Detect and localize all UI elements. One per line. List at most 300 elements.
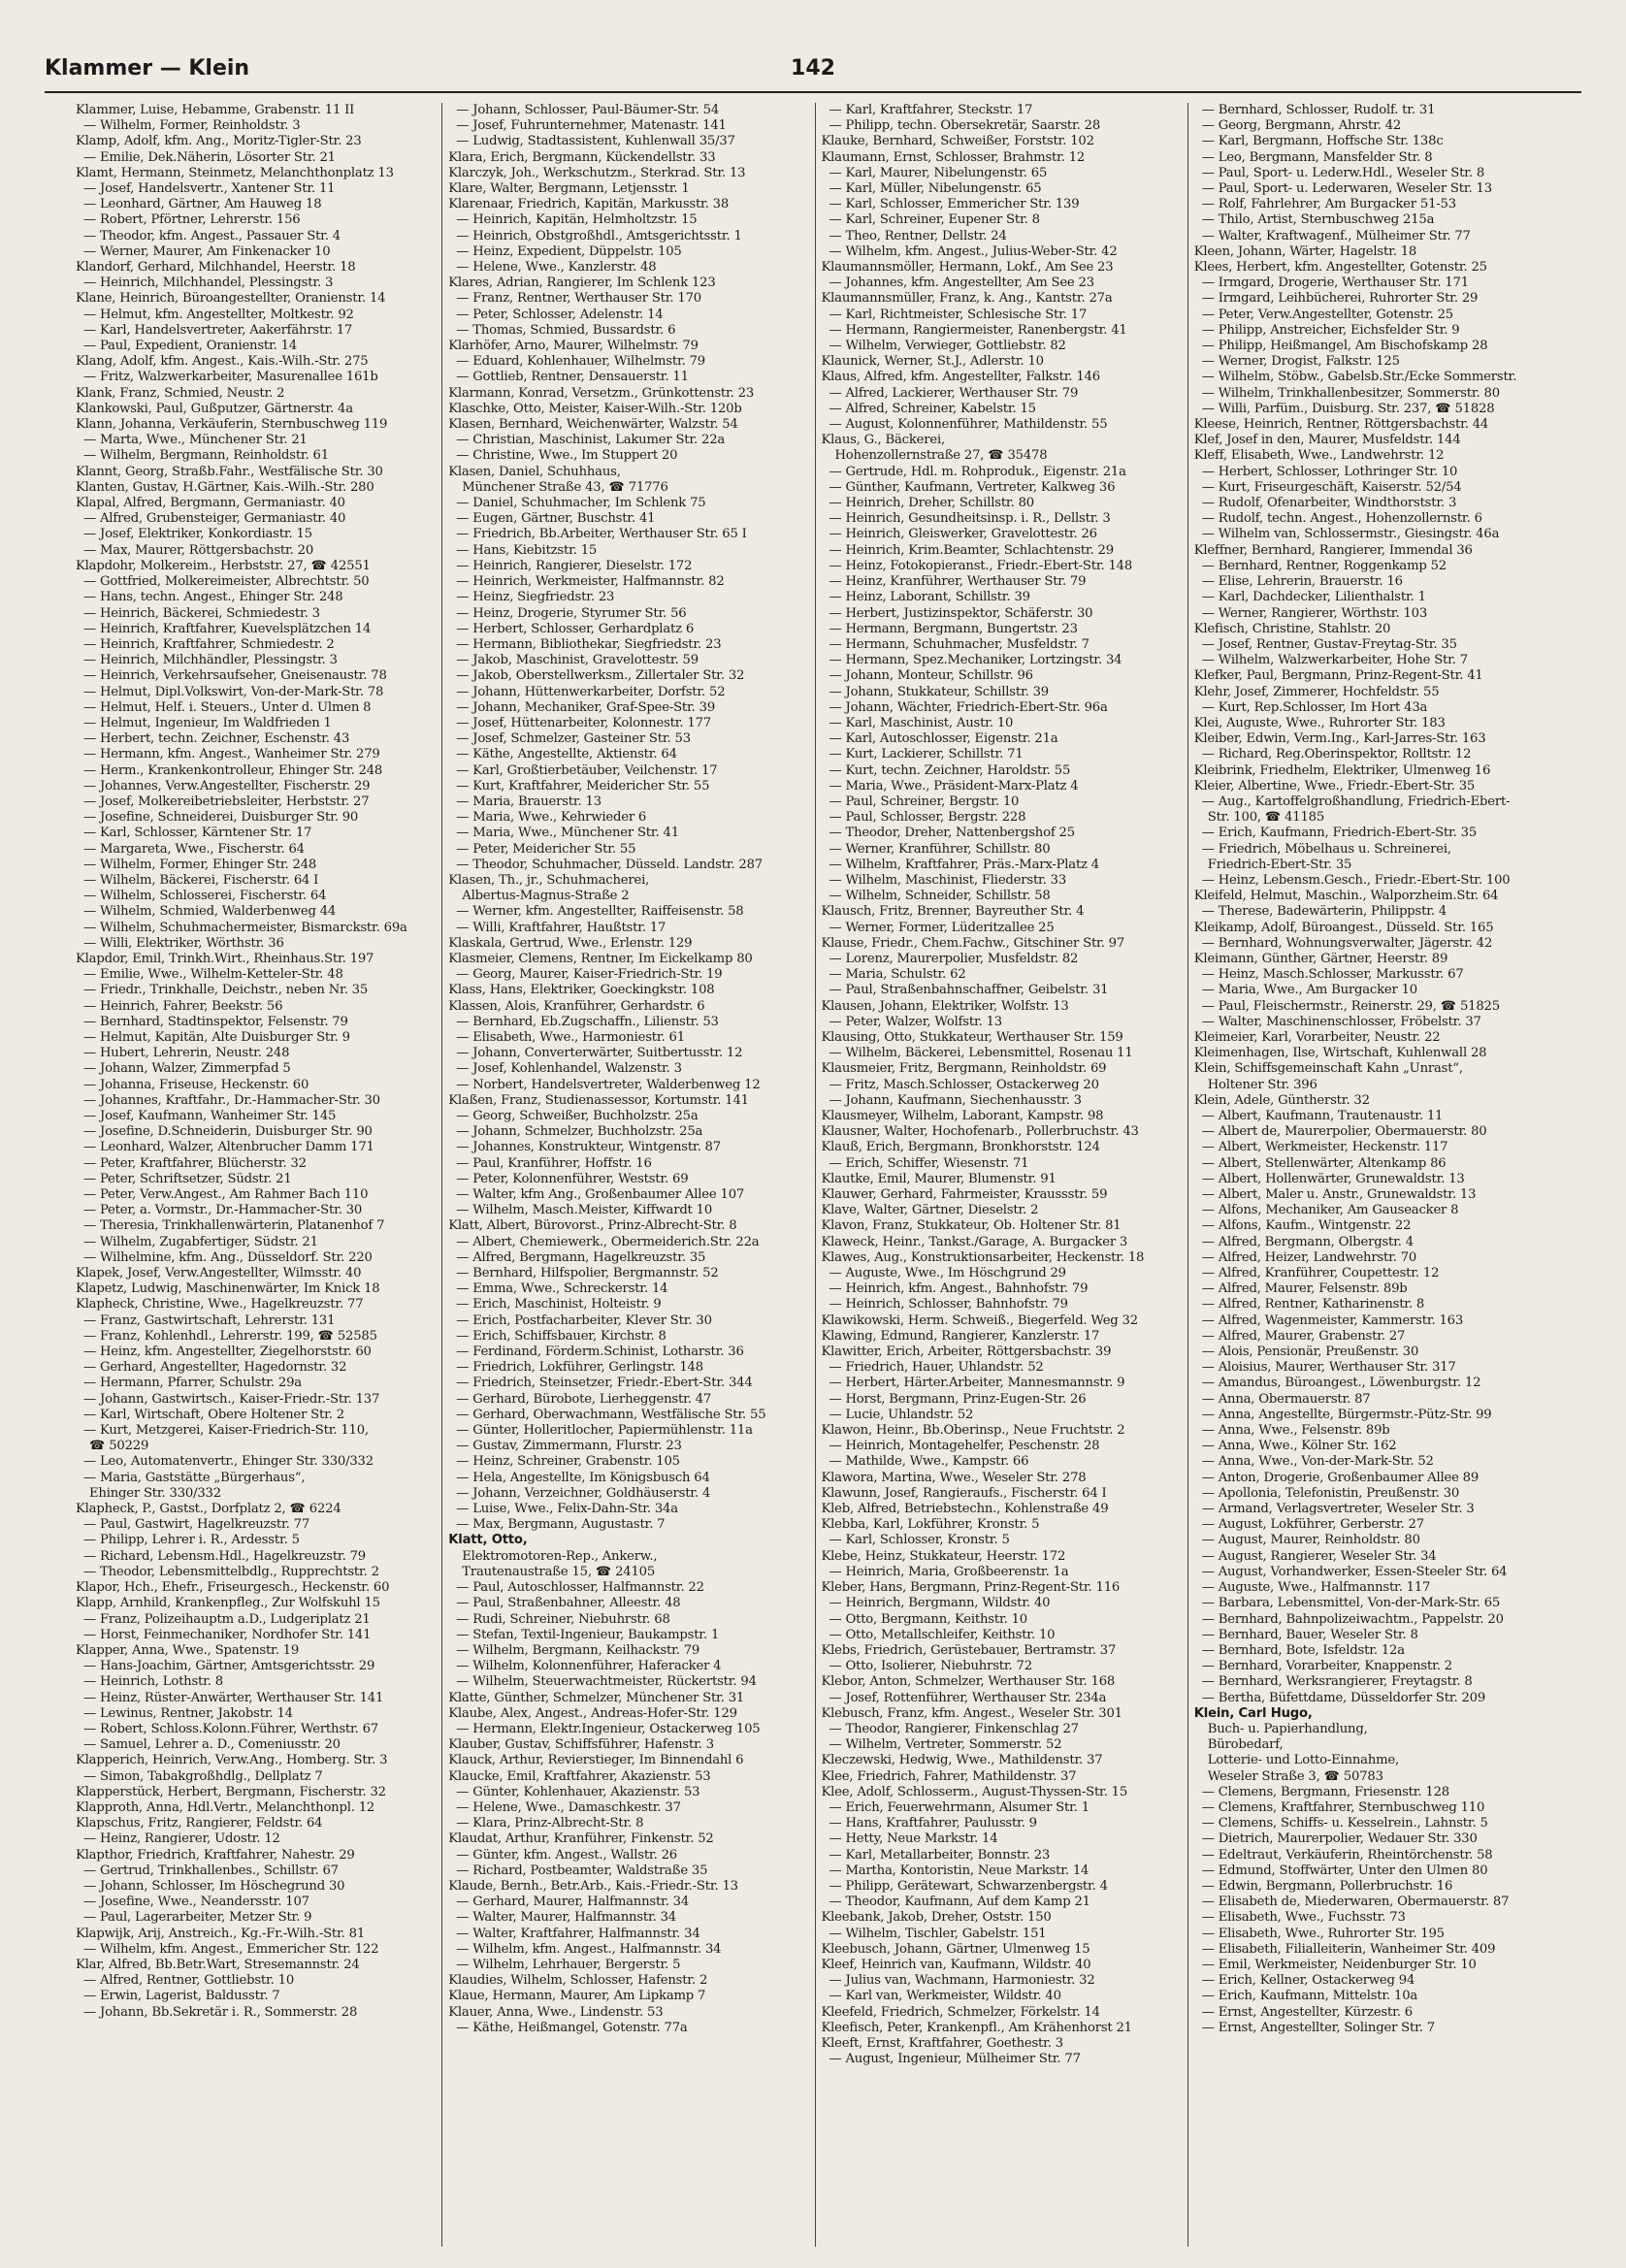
directory-entry: Klei, Auguste, Wwe., Ruhrorter Str. 183 bbox=[1193, 715, 1446, 730]
directory-entry: Albertus-Magnus-Straße 2 bbox=[462, 889, 630, 904]
directory-entry: Kleef, Heinrich van, Kaufmann, Wildstr. 40 bbox=[821, 1957, 1091, 1972]
directory-entry: — Wilhelm, Vertreter, Sommerstr. 52 bbox=[829, 1737, 1062, 1753]
directory-entry: — August, Rangierer, Weseler Str. 34 bbox=[1201, 1548, 1437, 1564]
directory-entry: Klauer, Anna, Wwe., Lindenstr. 53 bbox=[448, 2004, 664, 2020]
directory-entry: — Paul, Expedient, Oranienstr. 14 bbox=[83, 339, 298, 354]
directory-entry: Klawitter, Erich, Arbeiter, Röttgersbachstr. 39 bbox=[821, 1345, 1112, 1360]
directory-entry: Kleese, Heinrich, Rentner, Röttgersbachstr. 44 bbox=[1193, 417, 1489, 433]
directory-entry: — Gerhard, Bürobote, Lierheggenstr. 47 bbox=[456, 1391, 712, 1407]
directory-entry: — Hetty, Neue Markstr. 14 bbox=[829, 1831, 998, 1847]
directory-entry: Klaumannsmöller, Hermann, Lokf., Am See 23 bbox=[821, 260, 1114, 275]
directory-entry: — Anton, Drogerie, Großenbaumer Allee 89 bbox=[1201, 1470, 1480, 1485]
directory-entry: — Apollonia, Telefonistin, Preußenstr. 30 bbox=[1201, 1485, 1460, 1501]
directory-entry: Klavon, Franz, Stukkateur, Ob. Holtener Str. 81 bbox=[821, 1218, 1122, 1234]
directory-entry: — Heinz, Rangierer, Udostr. 12 bbox=[83, 1831, 280, 1847]
directory-entry: — Josef, Molkereibetriebsleiter, Herbststr. 27 bbox=[83, 794, 370, 809]
directory-entry: Klauß, Erich, Bergmann, Bronkhorststr. 124 bbox=[821, 1140, 1100, 1155]
directory-entry: Klapheck, P., Gastst., Dorfplatz 2, ☎ 6224 bbox=[76, 1502, 341, 1517]
directory-entry: — Heinz, Masch.Schlosser, Markusstr. 67 bbox=[1201, 967, 1464, 983]
running-head: Klammer — Klein bbox=[45, 56, 250, 81]
directory-entry: — Paul, Kranführer, Hoffstr. 16 bbox=[456, 1155, 652, 1171]
directory-entry: — Herbert, Justizinspektor, Schäferstr. 30 bbox=[829, 605, 1093, 621]
directory-entry: — Heinz, Rüster-Anwärter, Werthauser Str. 141 bbox=[83, 1690, 384, 1705]
directory-entry: — Elise, Lehrerin, Brauerstr. 16 bbox=[1201, 574, 1403, 590]
directory-entry: — Käthe, Angestellte, Aktienstr. 64 bbox=[456, 747, 677, 762]
directory-entry: — Jakob, Oberstellwerksm., Zillertaler Str. 32 bbox=[456, 668, 745, 684]
directory-entry: Klausner, Walter, Hochofenarb., Pollerbruchstr. 43 bbox=[821, 1124, 1139, 1140]
directory-entry: — Maria, Gaststätte „Bürgerhaus“, bbox=[83, 1470, 306, 1485]
directory-entry: — Herm., Krankenkontrolleur, Ehinger Str. 248 bbox=[83, 762, 383, 778]
directory-entry: — Theodor, Lebensmittelbdlg., Rupprechtstr. 2 bbox=[83, 1564, 379, 1579]
directory-entry: Klefisch, Christine, Stahlstr. 20 bbox=[1193, 621, 1391, 636]
directory-entry: — Helmut, Dipl.Volkswirt, Von-der-Mark-Str. 78 bbox=[83, 684, 384, 699]
directory-entry: — Christian, Maschinist, Lakumer Str. 22a bbox=[456, 433, 726, 448]
directory-entry: — Theodor, Dreher, Nattenbergshof 25 bbox=[829, 826, 1075, 841]
directory-entry: — Aloisius, Maurer, Werthauser Str. 317 bbox=[1201, 1360, 1456, 1376]
directory-entry: — Peter, a. Vormstr., Dr.-Hammacher-Str. 30 bbox=[83, 1203, 363, 1218]
directory-entry: — Heinz, Expedient, Düppelstr. 105 bbox=[456, 243, 682, 259]
directory-entry: Klares, Adrian, Rangierer, Im Schlenk 123 bbox=[448, 275, 716, 291]
directory-entry: — Wilhelm, Former, Reinholdstr. 3 bbox=[83, 118, 301, 134]
directory-entry: Klare, Walter, Bergmann, Letjensstr. 1 bbox=[448, 181, 690, 197]
directory-entry: — Emil, Werkmeister, Neidenburger Str. 10 bbox=[1201, 1957, 1477, 1972]
directory-entry: — Franz, Gastwirtschaft, Lehrerstr. 131 bbox=[83, 1312, 336, 1328]
directory-entry: Klapperstück, Herbert, Bergmann, Fischerstr. 32 bbox=[76, 1784, 386, 1799]
directory-entry: — Paul, Sport- u. Lederw.Hdl., Weseler Str. 8 bbox=[1201, 165, 1485, 180]
directory-entry: — Kurt, Friseurgeschäft, Kaiserstr. 52/54 bbox=[1201, 479, 1462, 495]
directory-entry: — Karl, Maurer, Nibelungenstr. 65 bbox=[829, 165, 1048, 180]
directory-entry: Klapheck, Christine, Wwe., Hagelkreuzstr. 77 bbox=[76, 1297, 364, 1312]
directory-entry: — Erich, Kellner, Ostackerweg 94 bbox=[1201, 1973, 1415, 1989]
directory-entry: Klawunn, Josef, Rangieraufs., Fischerstr. 64 I bbox=[821, 1485, 1107, 1501]
directory-entry: — Theodor, Schuhmacher, Düsseld. Landstr. 287 bbox=[456, 857, 763, 872]
directory-entry: Klatt, Otto, bbox=[448, 1533, 528, 1548]
directory-entry: — Edwin, Bergmann, Pollerbruchstr. 16 bbox=[1201, 1878, 1453, 1894]
directory-entry: Klang, Adolf, kfm. Angest., Kais.-Wilh.-Str. 275 bbox=[76, 354, 369, 370]
directory-entry: Klaunick, Werner, St.J., Adlerstr. 10 bbox=[821, 354, 1044, 370]
directory-entry: — Josef, Elektriker, Konkordiastr. 15 bbox=[83, 527, 312, 542]
directory-entry: — Armand, Verlagsvertreter, Weseler Str. 3 bbox=[1201, 1502, 1475, 1517]
directory-entry: — Wilhelm, Kolonnenführer, Haferacker 4 bbox=[456, 1659, 722, 1674]
directory-entry: — Johannes, kfm. Angestellter, Am See 23 bbox=[829, 275, 1094, 291]
directory-entry: — Walter, kfm Ang., Großenbaumer Allee 107 bbox=[456, 1187, 745, 1203]
directory-entry: Klapthor, Friedrich, Kraftfahrer, Nahestr. 29 bbox=[76, 1847, 355, 1863]
directory-entry: — Peter, Verw.Angestellter, Gotenstr. 25 bbox=[1201, 307, 1453, 322]
directory-entry: — Eugen, Gärtner, Buschstr. 41 bbox=[456, 511, 656, 527]
directory-entry: — Heinrich, Kraftfahrer, Kuevelsplätzchen 14 bbox=[83, 621, 372, 636]
directory-entry: — Franz, Kohlenhdl., Lehrerstr. 199, ☎ 52585 bbox=[83, 1328, 377, 1344]
directory-entry: — Wilhelm, Bäckerei, Fischerstr. 64 I bbox=[83, 872, 319, 888]
directory-entry: — Erich, Schiffer, Wiesenstr. 71 bbox=[829, 1155, 1029, 1171]
directory-entry: — Wilhelmine, kfm. Ang., Düsseldorf. Str. 220 bbox=[83, 1249, 373, 1265]
directory-entry: Klapperich, Heinrich, Verw.Ang., Homberg. Str. 3 bbox=[76, 1753, 388, 1768]
directory-entry: — Georg, Schweißer, Buchholzstr. 25a bbox=[456, 1109, 699, 1123]
directory-entry: — Josef, Schmelzer, Gasteiner Str. 53 bbox=[456, 731, 691, 747]
directory-entry: — Wilhelm, Trinkhallenbesitzer, Sommerstr. 80 bbox=[1201, 385, 1500, 401]
directory-entry: Klara, Erich, Bergmann, Kückendellstr. 33 bbox=[448, 149, 716, 165]
directory-entry: — Johannes, Verw.Angestellter, Fischerstr. 29 bbox=[83, 778, 371, 794]
directory-entry: — Elisabeth, Wwe., Fuchsstr. 73 bbox=[1201, 1910, 1406, 1926]
directory-entry: — Maria, Brauerstr. 13 bbox=[456, 794, 602, 809]
directory-entry: Klebba, Karl, Lokführer, Kronstr. 5 bbox=[821, 1517, 1040, 1533]
directory-entry: — Hermann, Bergmann, Bungertstr. 23 bbox=[829, 621, 1078, 636]
directory-entry: — Willi, Kraftfahrer, Haußtstr. 17 bbox=[456, 920, 667, 935]
directory-entry: Klaumannsmüller, Franz, k. Ang., Kantstr. 27a bbox=[821, 291, 1113, 307]
directory-entry: — Edmund, Stoffwärter, Unter den Ulmen 80 bbox=[1201, 1863, 1488, 1878]
directory-entry: — Josef, Fuhrunternehmer, Matenastr. 141 bbox=[456, 118, 727, 134]
directory-entry: Klatt, Albert, Bürovorst., Prinz-Albrecht-Str. 8 bbox=[448, 1218, 737, 1234]
directory-entry: — Heinrich, Gesundheitsinsp. i. R., Dellstr. 3 bbox=[829, 511, 1111, 527]
directory-entry: — Gerhard, Angestellter, Hagedornstr. 32 bbox=[83, 1360, 347, 1376]
directory-entry: — Maria, Schulstr. 62 bbox=[829, 967, 966, 983]
directory-entry: Klausing, Otto, Stukkateur, Werthauser Str. 159 bbox=[821, 1029, 1123, 1045]
directory-entry: Klarhöfer, Arno, Maurer, Wilhelmstr. 79 bbox=[448, 339, 699, 354]
directory-entry: Kleebusch, Johann, Gärtner, Ulmenweg 15 bbox=[821, 1941, 1090, 1957]
directory-entry: — Wilhelm, Kraftfahrer, Präs.-Marx-Platz 4 bbox=[829, 857, 1099, 872]
directory-entry: — Heinrich, Kapitän, Helmholtzstr. 15 bbox=[456, 212, 698, 228]
page-number: 142 bbox=[791, 56, 835, 81]
directory-entry: — Anna, Obermauerstr. 87 bbox=[1201, 1391, 1371, 1407]
directory-entry: — Anna, Wwe., Kölner Str. 162 bbox=[1201, 1439, 1397, 1454]
column-4 bbox=[1187, 103, 1560, 2247]
directory-entry: — Rudolf, techn. Angest., Hohenzollernstr. 6 bbox=[1201, 511, 1482, 527]
directory-entry: — Clemens, Kraftfahrer, Sternbuschweg 110 bbox=[1201, 1799, 1485, 1815]
directory-entry: — Herbert, Schlosser, Lothringer Str. 10 bbox=[1201, 464, 1458, 479]
directory-entry: Hohenzollernstraße 27, ☎ 35478 bbox=[834, 448, 1048, 464]
directory-entry: — Paul, Straßenbahner, Alleestr. 48 bbox=[456, 1596, 681, 1611]
directory-entry: — Amandus, Büroangest., Löwenburgstr. 12 bbox=[1201, 1376, 1481, 1391]
directory-entry: — Philipp, Gerätewart, Schwarzenbergstr. 4 bbox=[829, 1878, 1108, 1894]
directory-entry: Klammer, Luise, Hebamme, Grabenstr. 11 II bbox=[76, 103, 355, 117]
directory-entry: — Hela, Angestellte, Im Königsbusch 64 bbox=[456, 1470, 710, 1485]
directory-entry: — Marta, Wwe., Münchener Str. 21 bbox=[83, 433, 308, 448]
directory-entry: — Kurt, Metzgerei, Kaiser-Friedrich-Str. 110, bbox=[83, 1423, 369, 1439]
directory-entry: — Otto, Bergmann, Keithstr. 10 bbox=[829, 1611, 1027, 1627]
directory-entry: — Wilhelm, kfm. Angest., Halfmannstr. 34 bbox=[456, 1941, 722, 1957]
directory-entry: — Wilhelm, Verwieger, Gottliebstr. 82 bbox=[829, 339, 1066, 354]
directory-entry: — Herbert, Schlosser, Gerhardplatz 6 bbox=[456, 621, 695, 636]
directory-entry: — Julius van, Wachmann, Harmoniestr. 32 bbox=[829, 1973, 1095, 1989]
directory-entry: — Albert, Kaufmann, Trautenaustr. 11 bbox=[1201, 1109, 1444, 1123]
directory-entry: — Richard, Lebensm.Hdl., Hagelkreuzstr. 79 bbox=[83, 1548, 366, 1564]
directory-entry: — Alfred, Bergmann, Hagelkreuzstr. 35 bbox=[456, 1249, 706, 1265]
directory-entry: — Hans-Joachim, Gärtner, Amtsgerichtsstr. 29 bbox=[83, 1659, 375, 1674]
directory-entry: Klawes, Aug., Konstruktionsarbeiter, Heckenstr. 18 bbox=[821, 1249, 1145, 1265]
directory-entry: Klapper, Anna, Wwe., Spatenstr. 19 bbox=[76, 1642, 300, 1658]
directory-entry: — Heinrich, kfm. Angest., Bahnhofstr. 79 bbox=[829, 1281, 1089, 1297]
directory-entry: Klar, Alfred, Bb.Betr.Wart, Stresemannstr. 24 bbox=[76, 1957, 360, 1972]
directory-entry: — Josefine, Schneiderei, Duisburger Str. 90 bbox=[83, 810, 359, 826]
directory-entry: Klebe, Heinz, Stukkateur, Heerstr. 172 bbox=[821, 1548, 1066, 1564]
directory-entry: — Paul, Schreiner, Bergstr. 10 bbox=[829, 794, 1020, 809]
directory-entry: — Thilo, Artist, Sternbuschweg 215a bbox=[1201, 212, 1435, 228]
directory-entry: — Herbert, Härter.Arbeiter, Mannesmannstr. 9 bbox=[829, 1376, 1125, 1391]
directory-entry: — Alfred, Lackierer, Werthauser Str. 79 bbox=[829, 385, 1079, 401]
directory-entry: — Heinrich, Milchhandel, Plessingstr. 3 bbox=[83, 275, 334, 291]
directory-entry: — Elisabeth, Wwe., Ruhrorter Str. 195 bbox=[1201, 1926, 1445, 1941]
directory-entry: — Theodor, Kaufmann, Auf dem Kamp 21 bbox=[829, 1895, 1090, 1910]
directory-entry: Klarczyk, Joh., Werkschutzm., Sterkrad. Str. 13 bbox=[448, 165, 746, 180]
column-2 bbox=[441, 103, 814, 2247]
directory-entry: — Gerhard, Maurer, Halfmannstr. 34 bbox=[456, 1895, 690, 1910]
directory-entry: — Josefine, D.Schneiderin, Duisburger Str. 90 bbox=[83, 1124, 373, 1140]
directory-entry: — Theodor, kfm. Angest., Passauer Str. 4 bbox=[83, 228, 341, 243]
directory-entry: — Clemens, Bergmann, Friesenstr. 128 bbox=[1201, 1784, 1449, 1799]
directory-entry: — Josef, Hüttenarbeiter, Kolonnestr. 177 bbox=[456, 715, 711, 730]
directory-entry: — Friedrich, Lokführer, Gerlingstr. 148 bbox=[456, 1360, 703, 1376]
directory-entry: Klausmeyer, Wilhelm, Laborant, Kampstr. 98 bbox=[821, 1109, 1104, 1123]
directory-entry: — Auguste, Wwe., Halfmannstr. 117 bbox=[1201, 1580, 1431, 1596]
directory-entry: — Fritz, Walzwerkarbeiter, Masurenallee 161b bbox=[83, 370, 378, 385]
directory-entry: Klannt, Georg, Straßb.Fahr., Westfälische Str. 30 bbox=[76, 464, 383, 479]
directory-entry: — Johann, Walzer, Zimmerpfad 5 bbox=[83, 1061, 291, 1077]
directory-entry: — Philipp, Anstreicher, Eichsfelder Str. 9 bbox=[1201, 322, 1460, 338]
directory-entry: — Alfons, Mechaniker, Am Gauseacker 8 bbox=[1201, 1203, 1459, 1218]
directory-entry: Klebor, Anton, Schmelzer, Werthauser Str. 168 bbox=[821, 1674, 1116, 1690]
directory-entry: — Werner, Former, Lüderitzallee 25 bbox=[829, 920, 1055, 935]
directory-entry: Klasen, Bernhard, Weichenwärter, Walzstr. 54 bbox=[448, 417, 738, 433]
directory-entry: — Josef, Kaufmann, Wanheimer Str. 145 bbox=[83, 1109, 337, 1123]
directory-entry: Klef, Josef in den, Maurer, Musfeldstr. 144 bbox=[1193, 433, 1461, 448]
directory-entry: — Norbert, Handelsvertreter, Walderbenweg 12 bbox=[456, 1077, 761, 1092]
directory-entry: Klebs, Friedrich, Gerüstebauer, Bertramstr. 37 bbox=[821, 1642, 1117, 1658]
directory-entry: — Hans, techn. Angest., Ehinger Str. 248 bbox=[83, 590, 343, 605]
directory-entry: — Wilhelm, Maschinist, Fliederstr. 33 bbox=[829, 872, 1067, 888]
directory-entry: — Johannes, Konstrukteur, Wintgenstr. 87 bbox=[456, 1140, 721, 1155]
directory-entry: — Hermann, kfm. Angest., Wanheimer Str. 279 bbox=[83, 747, 380, 762]
directory-entry: — Karl, Kraftfahrer, Steckstr. 17 bbox=[829, 103, 1033, 117]
directory-entry: — Theresia, Trinkhallenwärterin, Platanenhof 7 bbox=[83, 1218, 385, 1234]
directory-entry: Klauber, Gustav, Schiffsführer, Hafenstr. 3 bbox=[448, 1737, 714, 1753]
directory-entry: — Wilhelm, Bäckerei, Lebensmittel, Rosenau 11 bbox=[829, 1046, 1133, 1061]
directory-entry: — Johann, Kaufmann, Siechenhausstr. 3 bbox=[829, 1092, 1082, 1108]
directory-entry: — Karl, Richtmeister, Schlesische Str. 17 bbox=[829, 307, 1088, 322]
directory-entry: — Johann, Monteur, Schillstr. 96 bbox=[829, 668, 1033, 684]
directory-entry: — Irmgard, Leihbücherei, Ruhrorter Str. 29 bbox=[1201, 291, 1479, 307]
directory-entry: — Klara, Prinz-Albrecht-Str. 8 bbox=[456, 1816, 644, 1831]
directory-entry: — Peter, Walzer, Wolfstr. 13 bbox=[829, 1014, 1002, 1029]
directory-entry: — Hans, Kiebitzstr. 15 bbox=[456, 542, 598, 558]
directory-entry: Kleimeier, Karl, Vorarbeiter, Neustr. 22 bbox=[1193, 1029, 1441, 1045]
directory-entry: Klebusch, Franz, kfm. Angest., Weseler Str. 301 bbox=[821, 1705, 1122, 1721]
directory-entry: — Wilhelm, Schmied, Walderbenweg 44 bbox=[83, 904, 337, 920]
directory-entry: — Alfred, Kranführer, Coupettestr. 12 bbox=[1201, 1266, 1440, 1281]
directory-entry: — Erich, Postfacharbeiter, Klever Str. 30 bbox=[456, 1312, 712, 1328]
directory-entry: Klankowski, Paul, Gußputzer, Gärtnerstr. 4a bbox=[76, 401, 353, 416]
directory-entry: — Albert de, Maurerpolier, Obermauerstr. 80 bbox=[1201, 1124, 1487, 1140]
directory-entry: — Friedrich, Bb.Arbeiter, Werthauser Str. 65 I bbox=[456, 527, 747, 542]
directory-entry: — August, Maurer, Reinholdstr. 80 bbox=[1201, 1533, 1420, 1548]
directory-entry: — Elisabeth, Filialleiterin, Wanheimer Str. 409 bbox=[1201, 1941, 1496, 1957]
directory-entry: — Günter, Kohlenhauer, Akazienstr. 53 bbox=[456, 1784, 700, 1799]
directory-entry: — Willi, Elektriker, Wörthstr. 36 bbox=[83, 935, 284, 951]
directory-entry: ☎ 50229 bbox=[89, 1439, 149, 1454]
directory-entry: Klapetz, Ludwig, Maschinenwärter, Im Knick 18 bbox=[76, 1281, 380, 1297]
directory-entry: Klause, Friedr., Chem.Fachw., Gitschiner Str. 97 bbox=[821, 935, 1125, 951]
directory-entry: — Emilie, Wwe., Wilhelm-Ketteler-Str. 48 bbox=[83, 967, 343, 983]
directory-entry: Kleier, Albertine, Wwe., Friedr.-Ebert-Str. 35 bbox=[1193, 778, 1476, 794]
directory-entry: Buch- u. Papierhandlung, bbox=[1207, 1721, 1368, 1736]
directory-entry: — Erich, Feuerwehrmann, Alsumer Str. 1 bbox=[829, 1799, 1089, 1815]
directory-entry: Kleefisch, Peter, Krankenpfl., Am Krähenhorst 21 bbox=[821, 2020, 1132, 2035]
directory-entry: Kleeft, Ernst, Kraftfahrer, Goethestr. 3 bbox=[821, 2035, 1063, 2051]
directory-entry: — Ludwig, Stadtassistent, Kuhlenwall 35/37 bbox=[456, 134, 735, 149]
directory-entry: — August, Vorhandwerker, Essen-Steeler Str. 64 bbox=[1201, 1564, 1508, 1579]
directory-entry: — Wilhelm, Steuerwachtmeister, Rückertstr. 94 bbox=[456, 1674, 757, 1690]
directory-entry: — Leonhard, Walzer, Altenbrucher Damm 171 bbox=[83, 1140, 374, 1155]
directory-entry: — Christine, Wwe., Im Stuppert 20 bbox=[456, 448, 678, 464]
directory-entry: Kleebank, Jakob, Dreher, Oststr. 150 bbox=[821, 1910, 1052, 1926]
directory-entry: — Alfred, Heizer, Landwehrstr. 70 bbox=[1201, 1249, 1417, 1265]
directory-entry: — Werner, kfm. Angestellter, Raiffeisenstr. 58 bbox=[456, 904, 744, 920]
directory-entry: Klausmeier, Fritz, Bergmann, Reinholdstr. 69 bbox=[821, 1061, 1107, 1077]
directory-entry: — Clemens, Schiffs- u. Kesselrein., Lahnstr. 5 bbox=[1201, 1816, 1488, 1831]
directory-entry: — Karl, Maschinist, Austr. 10 bbox=[829, 715, 1014, 730]
directory-entry: — Jakob, Maschinist, Gravelottestr. 59 bbox=[456, 653, 699, 668]
directory-entry: — Ernst, Angestellter, Solinger Str. 7 bbox=[1201, 2020, 1435, 2035]
directory-entry: Klank, Franz, Schmied, Neustr. 2 bbox=[76, 385, 285, 401]
directory-entry: — Walter, Kraftwagenf., Mülheimer Str. 77 bbox=[1201, 228, 1471, 243]
directory-entry: Elektromotoren-Rep., Ankerw., bbox=[462, 1548, 658, 1564]
directory-entry: — Georg, Maurer, Kaiser-Friedrich-Str. 19 bbox=[456, 967, 723, 983]
directory-entry: — Günter, Holleritlocher, Papiermühlenstr. 11a bbox=[456, 1423, 753, 1439]
directory-entry: — Peter, Kolonnenführer, Weststr. 69 bbox=[456, 1171, 689, 1186]
directory-entry: — Hans, Kraftfahrer, Paulusstr. 9 bbox=[829, 1816, 1037, 1831]
directory-entry: — Heinz, kfm. Angestellter, Ziegelhorststr. 60 bbox=[83, 1345, 372, 1360]
directory-entry: — August, Kolonnenführer, Mathildenstr. 55 bbox=[829, 417, 1108, 433]
directory-entry: — Johann, Verzeichner, Goldhäuserstr. 4 bbox=[456, 1485, 711, 1501]
directory-entry: — Alfred, Maurer, Felsenstr. 89b bbox=[1201, 1281, 1408, 1297]
directory-entry: Klave, Walter, Gärtner, Dieselstr. 2 bbox=[821, 1203, 1039, 1218]
directory-entry: — Albert, Chemiewerk., Obermeiderich.Str. 22a bbox=[456, 1234, 760, 1249]
directory-entry: — Heinrich, Montagehelfer, Peschenstr. 28 bbox=[829, 1439, 1100, 1454]
directory-entry: — Luise, Wwe., Felix-Dahn-Str. 34a bbox=[456, 1502, 678, 1517]
directory-entry: — Bernhard, Eb.Zugschaffn., Lilienstr. 53 bbox=[456, 1014, 719, 1029]
directory-entry: Klasen, Daniel, Schuhhaus, bbox=[448, 464, 621, 479]
directory-entry: — Hermann, Bibliothekar, Siegfriedstr. 23 bbox=[456, 636, 722, 652]
directory-entry: — Günter, kfm. Angest., Wallstr. 26 bbox=[456, 1847, 677, 1863]
directory-entry: Trautenaustraße 15, ☎ 24105 bbox=[462, 1564, 656, 1579]
directory-entry: — Daniel, Schuhmacher, Im Schlenk 75 bbox=[456, 496, 706, 511]
directory-entry: — Franz, Polizeihauptm a.D., Ludgeriplatz 21 bbox=[83, 1611, 371, 1627]
directory-entry: — Heinrich, Obstgroßhdl., Amtsgerichtsstr. 1 bbox=[456, 228, 742, 243]
directory-entry: — Fritz, Masch.Schlosser, Ostackerweg 20 bbox=[829, 1077, 1099, 1092]
directory-entry: — Therese, Badewärterin, Philippstr. 4 bbox=[1201, 904, 1447, 920]
directory-entry: — Karl, Schreiner, Eupener Str. 8 bbox=[829, 212, 1040, 228]
directory-entry: — Johann, Wächter, Friedrich-Ebert-Str. 96a bbox=[829, 699, 1108, 715]
directory-entry: — Hermann, Elektr.Ingenieur, Ostackerweg 105 bbox=[456, 1721, 761, 1736]
directory-entry: — Hermann, Pfarrer, Schulstr. 29a bbox=[83, 1376, 302, 1391]
directory-entry: — Rudolf, Ofenarbeiter, Windthorststr. 3 bbox=[1201, 496, 1457, 511]
directory-entry: — Heinrich, Bergmann, Wildstr. 40 bbox=[829, 1596, 1051, 1611]
directory-entry: Klasmeier, Clemens, Rentner, Im Eickelkamp 80 bbox=[448, 951, 753, 966]
directory-entry: — Philipp, Heißmangel, Am Bischofskamp 28 bbox=[1201, 339, 1488, 354]
directory-entry: — Heinz, Drogerie, Styrumer Str. 56 bbox=[456, 605, 687, 621]
directory-entry: — Willi, Parfüm., Duisburg. Str. 237, ☎ 51828 bbox=[1201, 401, 1495, 416]
directory-entry: — Erich, Kaufmann, Mittelstr. 10a bbox=[1201, 1989, 1418, 2004]
directory-entry: Friedrich-Ebert-Str. 35 bbox=[1207, 857, 1352, 872]
directory-entry: — Alfred, Rentner, Katharinenstr. 8 bbox=[1201, 1297, 1425, 1312]
directory-entry: — Leo, Automatenvertr., Ehinger Str. 330/332 bbox=[83, 1454, 374, 1470]
directory-entry: Klane, Heinrich, Büroangestellter, Oranienstr. 14 bbox=[76, 291, 386, 307]
directory-entry: — Alfred, Maurer, Grabenstr. 27 bbox=[1201, 1328, 1406, 1344]
directory-entry: — Max, Maurer, Röttgersbachstr. 20 bbox=[83, 542, 314, 558]
directory-entry: — Alfred, Bergmann, Ölbergstr. 4 bbox=[1201, 1234, 1414, 1249]
directory-entry: — Rudi, Schreiner, Niebuhrstr. 68 bbox=[456, 1611, 670, 1627]
directory-entry: — Heinrich, Dreher, Schillstr. 80 bbox=[829, 496, 1034, 511]
directory-entry: Kleifeld, Helmut, Maschin., Walporzheim.Str. 64 bbox=[1193, 889, 1499, 904]
directory-entry: Klandorf, Gerhard, Milchhandel, Heerstr. 18 bbox=[76, 260, 356, 275]
directory-entry: Klaweck, Heinr., Tankst./Garage, A. Burgacker 3 bbox=[821, 1234, 1128, 1249]
directory-entry: Klauwer, Gerhard, Fahrmeister, Kraussstr. 59 bbox=[821, 1187, 1108, 1203]
directory-entry: — Theodor, Rangierer, Finkenschlag 27 bbox=[829, 1721, 1079, 1736]
directory-entry: — Johann, Stukkateur, Schillstr. 39 bbox=[829, 684, 1049, 699]
directory-entry: Klann, Johanna, Verkäuferin, Sternbuschweg 119 bbox=[76, 417, 388, 433]
directory-entry: Klein, Schiffsgemeinschaft Kahn „Unrast“, bbox=[1193, 1061, 1463, 1077]
column-1 bbox=[70, 103, 441, 2247]
directory-entry: — Kurt, Kraftfahrer, Meidericher Str. 55 bbox=[456, 778, 710, 794]
directory-entry: — Peter, Schriftsetzer, Südstr. 21 bbox=[83, 1171, 292, 1186]
directory-entry: — Hermann, Rangiermeister, Ranenbergstr. 41 bbox=[829, 322, 1127, 338]
directory-entry: Weseler Straße 3, ☎ 50783 bbox=[1207, 1768, 1383, 1784]
directory-entry: — Wilhelm, Tischler, Gabelstr. 151 bbox=[829, 1926, 1047, 1941]
header-rule bbox=[45, 91, 1581, 93]
directory-entry: — Friedrich, Hauer, Uhlandstr. 52 bbox=[829, 1360, 1044, 1376]
directory-entry: Klarmann, Konrad, Versetzm., Grünkottenstr. 23 bbox=[448, 385, 755, 401]
directory-entry: — Maria, Wwe., Kehrwieder 6 bbox=[456, 810, 647, 826]
directory-entry: — Werner, Rangierer, Wörthstr. 103 bbox=[1201, 605, 1428, 621]
directory-entry: — Bernhard, Schlosser, Rudolf. tr. 31 bbox=[1201, 103, 1436, 117]
directory-entry: — Karl, Großtierbetäuber, Veilchenstr. 17 bbox=[456, 762, 718, 778]
directory-entry: Klaschke, Otto, Meister, Kaiser-Wilh.-Str. 120b bbox=[448, 401, 742, 416]
directory-entry: — Karl, Schlosser, Kronstr. 5 bbox=[829, 1533, 1010, 1548]
directory-entry: Klapp, Arnhild, Krankenpfleg., Zur Wolfskuhl 15 bbox=[76, 1596, 380, 1611]
directory-entry: Klawing, Edmund, Rangierer, Kanzlerstr. 17 bbox=[821, 1328, 1100, 1344]
directory-entry: — Franz, Rentner, Werthauser Str. 170 bbox=[456, 291, 701, 307]
directory-entry: — Paul, Sport- u. Lederwaren, Weseler Str. 13 bbox=[1201, 181, 1492, 197]
directory-entry: Klaudat, Arthur, Kranführer, Finkenstr. 52 bbox=[448, 1831, 714, 1847]
directory-entry: — Gerhard, Oberwachmann, Westfälische Str. 55 bbox=[456, 1407, 766, 1422]
directory-entry: — Josef, Rottenführer, Werthauser Str. 234a bbox=[829, 1690, 1107, 1705]
directory-entry: — Heinz, Fotokopieranst., Friedr.-Ebert-Str. 148 bbox=[829, 558, 1133, 573]
directory-entry: Kleibrink, Friedhelm, Elektriker, Ulmenweg 16 bbox=[1193, 762, 1491, 778]
directory-entry: — Dietrich, Maurerpolier, Wedauer Str. 330 bbox=[1201, 1831, 1478, 1847]
directory-entry: — Josef, Kohlenhandel, Walzenstr. 3 bbox=[456, 1061, 682, 1077]
directory-entry: Klatte, Günther, Schmelzer, Münchener Str. 31 bbox=[448, 1690, 745, 1705]
directory-entry: — Anna, Wwe., Von-der-Mark-Str. 52 bbox=[1201, 1454, 1434, 1470]
directory-entry: — Martha, Kontoristin, Neue Markstr. 14 bbox=[829, 1863, 1089, 1878]
directory-entry: — Margareta, Wwe., Fischerstr. 64 bbox=[83, 841, 305, 857]
directory-entry: — Horst, Feinmechaniker, Nordhofer Str. 141 bbox=[83, 1627, 372, 1642]
directory-entry: — Wilhelm, Zugabfertiger, Südstr. 21 bbox=[83, 1234, 318, 1249]
directory-entry: — Gustav, Zimmermann, Flurstr. 23 bbox=[456, 1439, 682, 1454]
directory-entry: — Elisabeth, Wwe., Harmoniestr. 61 bbox=[456, 1029, 685, 1045]
directory-entry: — Johann, Schlosser, Im Höschegrund 30 bbox=[83, 1878, 345, 1894]
directory-entry: — Leo, Bergmann, Mansfelder Str. 8 bbox=[1201, 149, 1433, 165]
directory-entry: Klawon, Heinr., Bb.Oberinsp., Neue Fruchtstr. 2 bbox=[821, 1423, 1125, 1439]
directory-entry: — Robert, Pförtner, Lehrerstr. 156 bbox=[83, 212, 301, 228]
directory-entry: — Heinz, Kranführer, Werthauser Str. 79 bbox=[829, 574, 1087, 590]
directory-entry: Klasen, Th., jr., Schuhmacherei, bbox=[448, 872, 650, 888]
directory-entry: — Bernhard, Stadtinspektor, Felsenstr. 79 bbox=[83, 1014, 348, 1029]
directory-entry: — Lewinus, Rentner, Jakobstr. 14 bbox=[83, 1705, 293, 1721]
directory-entry: Klees, Herbert, kfm. Angestellter, Gotenstr. 25 bbox=[1193, 260, 1487, 275]
directory-entry: — Alfred, Grubensteiger, Germaniastr. 40 bbox=[83, 511, 346, 527]
directory-entry: — Alfred, Rentner, Gottliebstr. 10 bbox=[83, 1973, 295, 1989]
directory-entry: — Theo, Rentner, Dellstr. 24 bbox=[829, 228, 1007, 243]
directory-entry: Klaudies, Wilhelm, Schlosser, Hafenstr. 2 bbox=[448, 1973, 708, 1989]
directory-entry: — Wilhelm van, Schlossermstr., Giesingstr. 46a bbox=[1201, 527, 1500, 542]
